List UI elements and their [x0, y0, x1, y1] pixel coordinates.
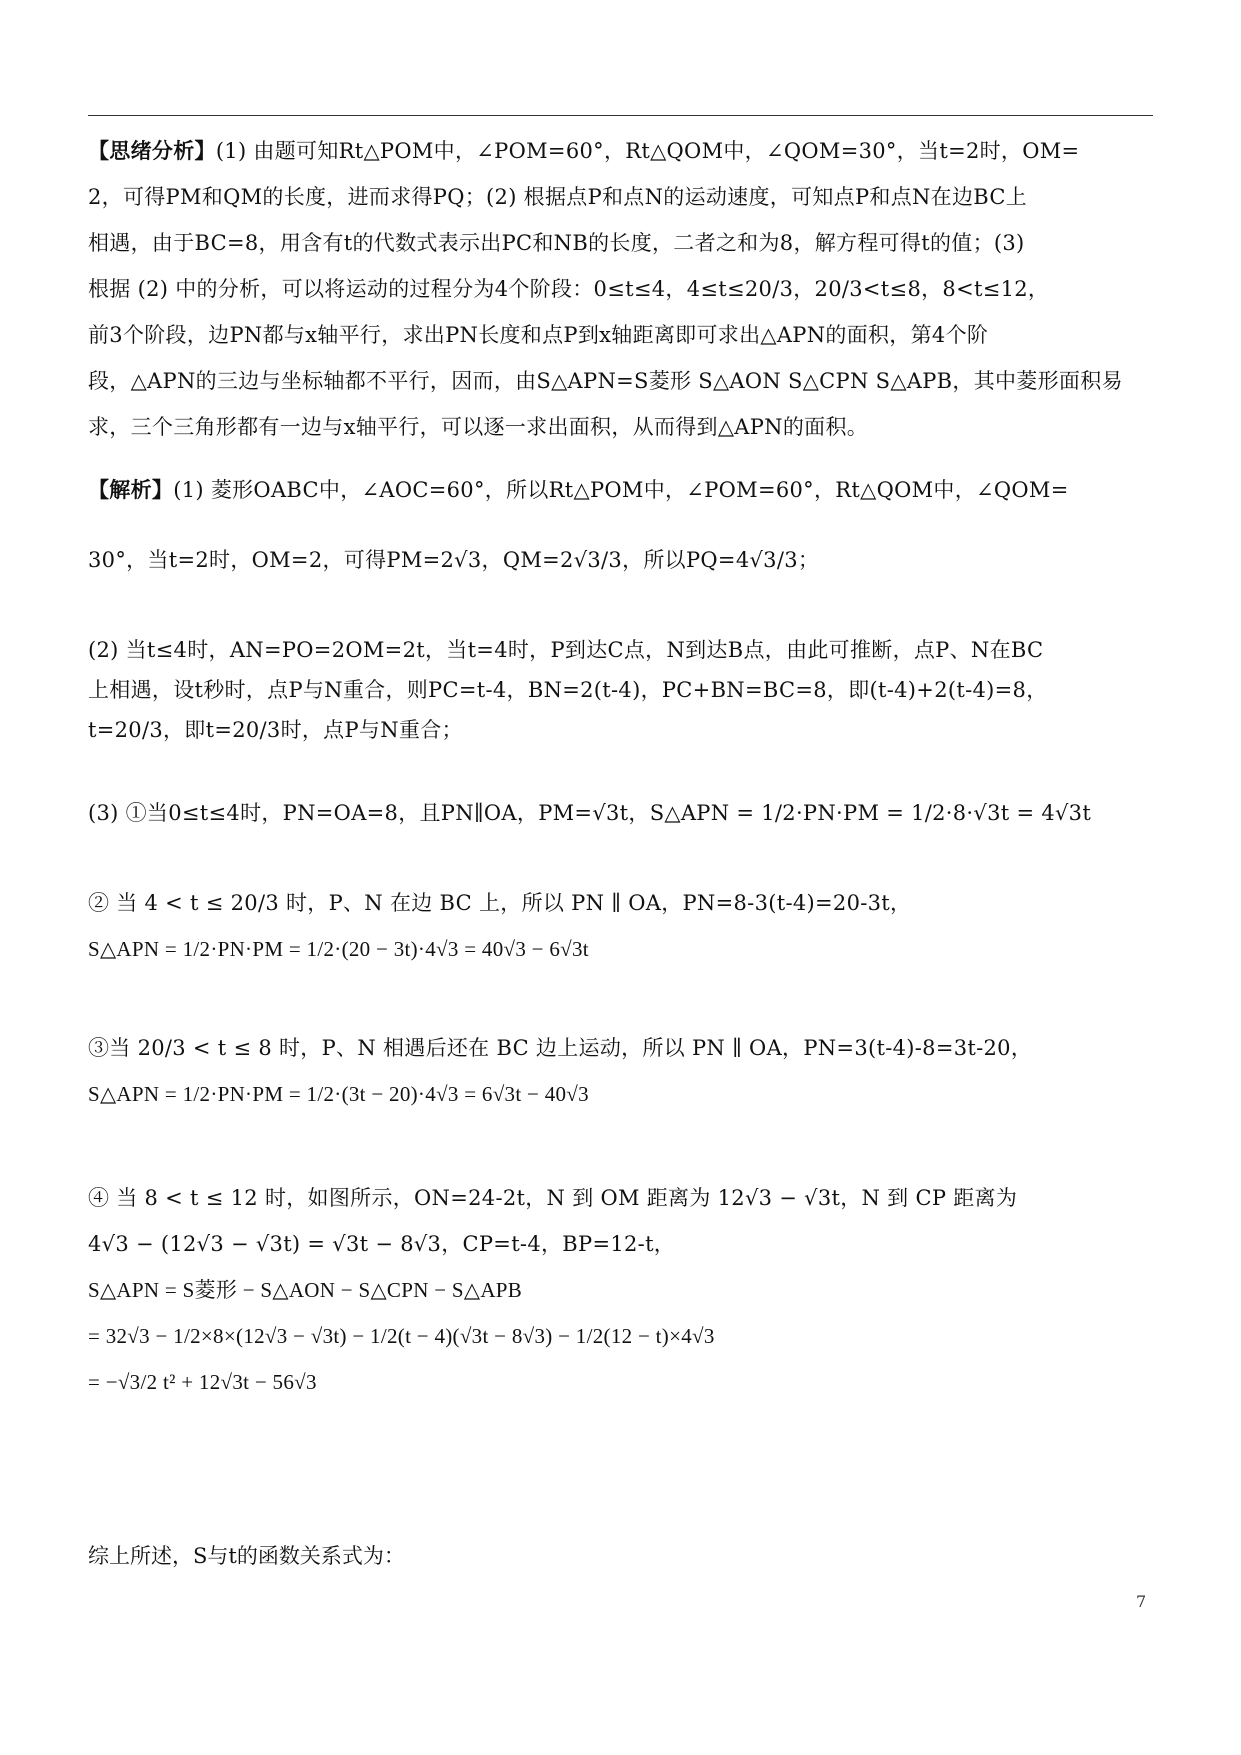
case1-text: (3) ①当0≤t≤4时，PN=OA=8，且PN∥OA，PM=√3t，S△APN = 1/2·PN·PM = 1/2·8·√3t = 4√3t	[88, 801, 1092, 825]
analysis-line-6: 段，△APN的三边与坐标轴都不平行，因而，由S△APN=S菱形 S△AON S△CPN S△APB，其中菱形面积易	[88, 369, 1123, 393]
part2-line-3: t=20/3，即t=20/3时，点P与N重合；	[88, 718, 463, 742]
case4-line2: 4√3 − (12√3 − √3t) = √3t − 8√3，CP=t-4，BP=12-t，	[88, 1232, 676, 1256]
case4-area-2: = 32√3 − 1/2×8×(12√3 − √3t) − 1/2(t − 4)(√3t − 8√3) − 1/2(12 − t)×4√3	[88, 1324, 715, 1348]
page-number: 7	[1136, 1592, 1147, 1611]
analysis-line-7: 求，三个三角形都有一边与x轴平行，可以逐一求出面积，从而得到△APN的面积。	[88, 415, 869, 439]
case4-area-3: = −√3/2 t² + 12√3t − 56√3	[88, 1370, 317, 1394]
analysis-line-1: (1) 由题可知Rt△POM中，∠POM=60°，Rt△QOM中，∠QOM=30°，当t=2时，OM=	[215, 139, 1080, 163]
summary-line: 综上所述，S与t的函数关系式为：	[88, 1544, 405, 1568]
case3-text: ③当 20/3 < t ≤ 8 时，P、N 相遇后还在 BC 边上运动，所以 PN ∥ OA，PN=3(t-4)-8=3t-20，	[88, 1036, 1033, 1060]
part2-paragraph	[88, 630, 1154, 750]
part3-case1	[88, 790, 1154, 836]
part2-line-2: 上相遇，设t秒时，点P与N重合，则PC=t-4，BN=2(t-4)，PC+BN=BC=8，即(t-4)+2(t-4)=8，	[88, 678, 1048, 702]
part3-case2	[88, 880, 1154, 972]
analysis-paragraph	[88, 128, 1154, 450]
case4-text: ④ 当 8 < t ≤ 12 时，如图所示，ON=24-2t，N 到 OM 距离为 12√3 − √3t，N 到 CP 距离为	[88, 1186, 1018, 1210]
case2-formula: S△APN = 1/2·PN·PM = 1/2·(20 − 3t)·4√3 = 40√3 − 6√3t	[88, 937, 589, 961]
solution-label: 【解析】	[88, 477, 174, 502]
solution-paragraph	[88, 455, 1154, 595]
analysis-line-2: 2，可得PM和QM的长度，进而求得PQ；(2) 根据点P和点N的运动速度，可知点P和点N在边BC上	[88, 185, 1028, 209]
part2-line-1: (2) 当t≤4时，AN=PO=2OM=2t，当t=4时，P到达C点，N到达B点，由此可推断，点P、N在BC	[88, 638, 1044, 662]
solution-line-2: 30°，当t=2时，OM=2，可得PM=2√3，QM=2√3/3，所以PQ=4√3/3；	[88, 548, 820, 572]
solution-line-1: (1) 菱形OABC中，∠AOC=60°，所以Rt△POM中，∠POM=60°，Rt△QOM中，∠QOM=	[173, 478, 1069, 502]
case3-formula: S△APN = 1/2·PN·PM = 1/2·(3t − 20)·4√3 = 6√3t − 40√3	[88, 1082, 589, 1106]
analysis-line-4: 根据 (2) 中的分析，可以将运动的过程分为4个阶段：0≤t≤4，4≤t≤20/3，20/3<t≤8，8<t≤12，	[88, 277, 1050, 301]
analysis-line-5: 前3个阶段，边PN都与x轴平行，求出PN长度和点P到x轴距离即可求出△APN的面积，第4个阶	[88, 323, 989, 347]
header-rule	[88, 115, 1153, 116]
analysis-line-3: 相遇，由于BC=8，用含有t的代数式表示出PC和NB的长度，二者之和为8，解方程可得t的值；(3)	[88, 231, 1025, 255]
part3-case3	[88, 1025, 1154, 1117]
case4-area-1: S△APN = S菱形 − S△AON − S△CPN − S△APB	[88, 1278, 523, 1302]
analysis-label: 【思绪分析】	[88, 138, 216, 163]
part3-case4	[88, 1175, 1154, 1405]
case2-text: ② 当 4 < t ≤ 20/3 时，P、N 在边 BC 上，所以 PN ∥ OA，PN=8-3(t-4)=20-3t，	[88, 891, 912, 915]
